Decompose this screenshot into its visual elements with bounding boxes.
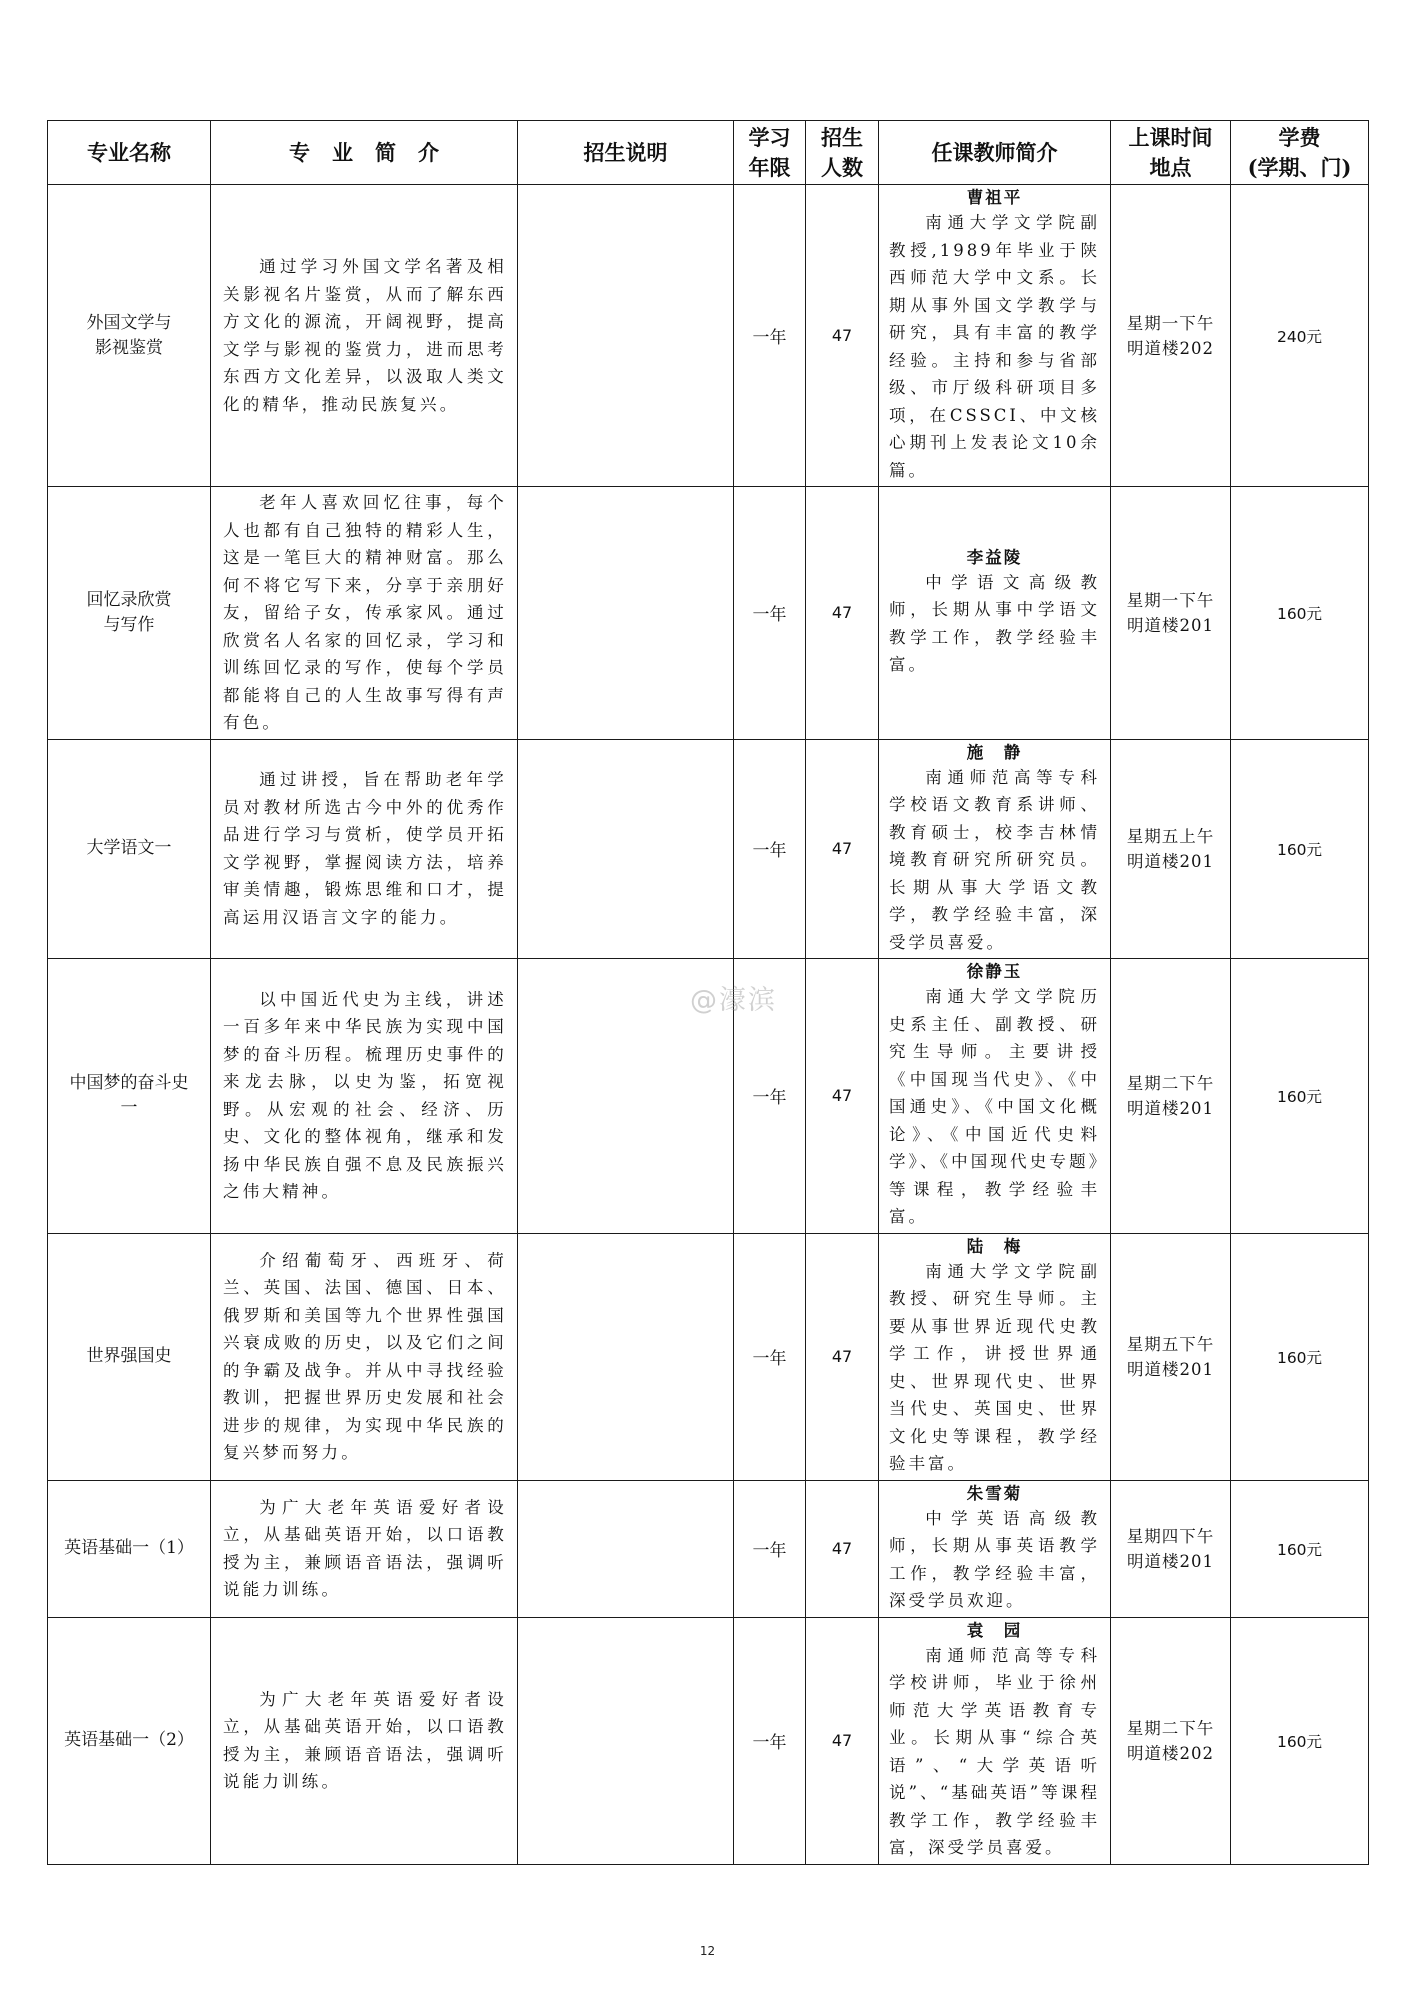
teacher-name: 袁 园: [966, 1620, 1023, 1640]
fee-cell: 160元: [1231, 1480, 1369, 1617]
enroll-note-cell: [518, 959, 734, 1234]
course-name-cell: [48, 1480, 211, 1617]
teacher-cell: [879, 487, 1111, 740]
count-cell: 47: [806, 1233, 879, 1480]
years-cell: 一年: [734, 739, 806, 959]
teacher-name: 陆 梅: [966, 1236, 1023, 1256]
course-table: [47, 120, 1369, 1865]
enroll-note-cell: [518, 487, 734, 740]
watermark: @濠滨: [690, 985, 777, 1016]
header-time: [1111, 121, 1231, 185]
enroll-note-cell: [518, 1233, 734, 1480]
teacher-cell: [879, 739, 1111, 959]
years-cell: 一年: [734, 1480, 806, 1617]
time-place-cell: [1111, 487, 1231, 740]
teacher-bio: 南通大学文学院副教授、研究生导师。主要从事世界近现代史教学工作，讲授世界通史、世界现代史、世界当代史、英国史、世界文化史等课程，教学经验丰富。: [889, 1261, 1100, 1473]
course-intro-text: 以中国近代史为主线，讲述一百多年来中华民族为实现中国梦的奋斗历程。梳理历史事件的来龙去脉，以史为鉴，拓宽视野。从宏观的社会、经济、历史、文化的整体视角，继承和发扬中华民族自强不息及民族振兴之伟大精神。: [223, 989, 507, 1202]
years-cell: 一年: [734, 1617, 806, 1864]
count-cell: 47: [806, 959, 879, 1234]
page-number: 12: [699, 1944, 716, 1958]
teacher-name: 徐静玉: [966, 962, 1023, 981]
time-place-cell: [1111, 1617, 1231, 1864]
course-name-cell: [48, 487, 211, 740]
header-fee-line2: (学期、门): [1247, 154, 1352, 180]
table-row: [48, 1233, 1369, 1480]
enroll-note-cell: [518, 1617, 734, 1864]
fee-cell: 160元: [1231, 739, 1369, 959]
course-intro-cell: [211, 1480, 518, 1617]
course-name-line1: 英语基础一（1）: [64, 1538, 194, 1558]
time-place-cell: [1111, 959, 1231, 1234]
teacher-name: 朱雪菊: [966, 1483, 1023, 1503]
course-name-line2: 一: [120, 1097, 138, 1118]
course-name-line2: 影视鉴赏: [95, 337, 163, 358]
header-time-line2: 地点: [1149, 154, 1192, 180]
course-intro-cell: [211, 1233, 518, 1480]
course-intro-cell: [211, 1617, 518, 1864]
fee-cell: 160元: [1231, 487, 1369, 740]
course-intro-text: 为广大老年英语爱好者设立，从基础英语开始，以口语教授为主，兼顾语音语法，强调听说能力训练。: [223, 1689, 507, 1791]
header-intro: 专业简介: [211, 121, 518, 185]
course-intro-cell: [211, 185, 518, 487]
course-name-line1: 中国梦的奋斗史: [69, 1072, 189, 1093]
course-name-line1: 回忆录欣赏: [86, 589, 172, 610]
class-time: 星期一下午: [1126, 590, 1215, 610]
table-row: [48, 1617, 1369, 1864]
header-teacher: 任课教师简介: [879, 121, 1111, 185]
class-time: 星期五下午: [1126, 1334, 1215, 1354]
enroll-note-cell: [518, 739, 734, 959]
class-time: 星期一下午: [1126, 313, 1215, 333]
class-place: 明道楼202: [1127, 338, 1214, 358]
count-cell: 47: [806, 185, 879, 487]
teacher-bio: 南通师范高等专科学校语文教育系讲师、教育硕士，校李吉林情境教育研究所研究员。长期从事大学语文教学，教学经验丰富，深受学员喜爱。: [889, 767, 1100, 952]
course-name-line2: 与写作: [103, 614, 155, 635]
fee-cell: 160元: [1231, 959, 1369, 1234]
time-place-cell: [1111, 739, 1231, 959]
teacher-name: 曹祖平: [966, 188, 1023, 207]
class-place: 明道楼201: [1127, 1551, 1214, 1571]
teacher-cell: [879, 1480, 1111, 1617]
header-name: 专业名称: [48, 121, 211, 185]
table-row: [48, 487, 1369, 740]
years-cell: 一年: [734, 185, 806, 487]
enroll-note-cell: [518, 1480, 734, 1617]
class-time: 星期二下午: [1126, 1073, 1215, 1093]
count-cell: 47: [806, 1617, 879, 1864]
class-place: 明道楼202: [1127, 1743, 1214, 1763]
course-name-line1: 英语基础一（2）: [64, 1730, 194, 1750]
fee-cell: 160元: [1231, 1617, 1369, 1864]
class-time: 星期五上午: [1126, 826, 1215, 846]
class-place: 明道楼201: [1127, 615, 1214, 635]
header-count-line2: 人数: [821, 154, 863, 180]
course-name-line1: 外国文学与: [86, 312, 172, 333]
header-years: [734, 121, 806, 185]
course-name-cell: [48, 1617, 211, 1864]
header-years-line1: 学习: [748, 124, 791, 150]
teacher-cell: [879, 1233, 1111, 1480]
teacher-bio: 中学英语高级教师，长期从事英语教学工作，教学经验丰富，深受学员欢迎。: [889, 1508, 1100, 1610]
count-cell: 47: [806, 487, 879, 740]
course-intro-cell: [211, 959, 518, 1234]
years-cell: 一年: [734, 1233, 806, 1480]
course-name-cell: [48, 739, 211, 959]
header-count: [806, 121, 879, 185]
header-fee-line1: 学费: [1278, 124, 1321, 150]
teacher-bio: 中学语文高级教师，长期从事中学语文教学工作，教学经验丰富。: [889, 572, 1100, 675]
header-enroll-note: 招生说明: [518, 121, 734, 185]
course-intro-text: 为广大老年英语爱好者设立，从基础英语开始，以口语教授为主，兼顾语音语法，强调听说能力训练。: [223, 1497, 507, 1599]
time-place-cell: [1111, 1480, 1231, 1617]
course-intro-text: 老年人喜欢回忆往事，每个人也都有自己独特的精彩人生，这是一笔巨大的精神财富。那么何不将它写下来，分享于亲朋好友，留给子女，传承家风。通过欣赏名人名家的回忆录，学习和训练回忆录的写作，使每个学员都能将自己的人生故事写得有声有色。: [223, 493, 507, 732]
class-place: 明道楼201: [1127, 851, 1214, 871]
teacher-bio: 南通大学文学院副教授,1989年毕业于陕西师范大学中文系。长期从事外国文学教学与研究，具有丰富的教学经验。主持和参与省部级、市厅级科研项目多项，在CSSCI、中文核心期刊上发表论文10余篇。: [889, 213, 1100, 480]
class-place: 明道楼201: [1127, 1098, 1214, 1118]
years-cell: 一年: [734, 487, 806, 740]
course-intro-cell: [211, 739, 518, 959]
class-place: 明道楼201: [1127, 1359, 1214, 1379]
header-fee: [1231, 121, 1369, 185]
count-cell: 47: [806, 739, 879, 959]
enroll-note-cell: [518, 185, 734, 487]
time-place-cell: [1111, 185, 1231, 487]
count-cell: 47: [806, 1480, 879, 1617]
header-time-line1: 上课时间: [1128, 124, 1213, 150]
teacher-bio: 南通师范高等专科学校讲师，毕业于徐州师范大学英语教育专业。长期从事“综合英语”、“大学英语听说”、“基础英语”等课程教学工作，教学经验丰富，深受学员喜爱。: [889, 1645, 1100, 1857]
course-name-cell: [48, 1233, 211, 1480]
teacher-bio: 南通大学文学院历史系主任、副教授、研究生导师。主要讲授《中国现当代史》、《中国通史》、《中国文化概论》、《中国近代史料学》、《中国现代史专题》等课程，教学经验丰富。: [889, 987, 1100, 1226]
class-time: 星期四下午: [1126, 1526, 1215, 1546]
course-intro-text: 通过讲授，旨在帮助老年学员对教材所选古今中外的优秀作品进行学习与赏析，使学员开拓文学视野，掌握阅读方法，培养审美情趣，锻炼思维和口才，提高运用汉语言文字的能力。: [223, 770, 507, 927]
course-name-cell: [48, 959, 211, 1234]
course-name-line1: 世界强国史: [86, 1346, 172, 1366]
header-count-line1: 招生: [821, 124, 863, 150]
course-intro-cell: [211, 487, 518, 740]
table-row: [48, 185, 1369, 487]
time-place-cell: [1111, 1233, 1231, 1480]
teacher-name: 施 静: [966, 742, 1023, 762]
teacher-cell: [879, 185, 1111, 487]
course-intro-text: 介绍葡萄牙、西班牙、荷兰、英国、法国、德国、日本、俄罗斯和美国等九个世界性强国兴衰成败的历史，以及它们之间的争霸及战争。并从中寻找经验教训，把握世界历史发展和社会进步的规律，为实现中华民族的复兴梦而努力。: [223, 1250, 507, 1462]
teacher-cell: [879, 959, 1111, 1234]
years-cell: 一年: [734, 959, 806, 1234]
course-name-cell: [48, 185, 211, 487]
fee-cell: 160元: [1231, 1233, 1369, 1480]
table-header-row: [48, 121, 1369, 185]
header-years-line2: 年限: [748, 154, 791, 180]
class-time: 星期二下午: [1126, 1718, 1215, 1738]
table-row: [48, 1480, 1369, 1617]
table-row: [48, 739, 1369, 959]
teacher-name: 李益陵: [966, 547, 1023, 567]
table-row: [48, 959, 1369, 1234]
fee-cell: 240元: [1231, 185, 1369, 487]
course-intro-text: 通过学习外国文学名著及相关影视名片鉴赏，从而了解东西方文化的源流，开阔视野，提高文学与影视的鉴赏力，进而思考东西方文化差异，以汲取人类文化的精华，推动民族复兴。: [223, 257, 507, 414]
course-name-line1: 大学语文一: [86, 838, 172, 859]
teacher-cell: [879, 1617, 1111, 1864]
